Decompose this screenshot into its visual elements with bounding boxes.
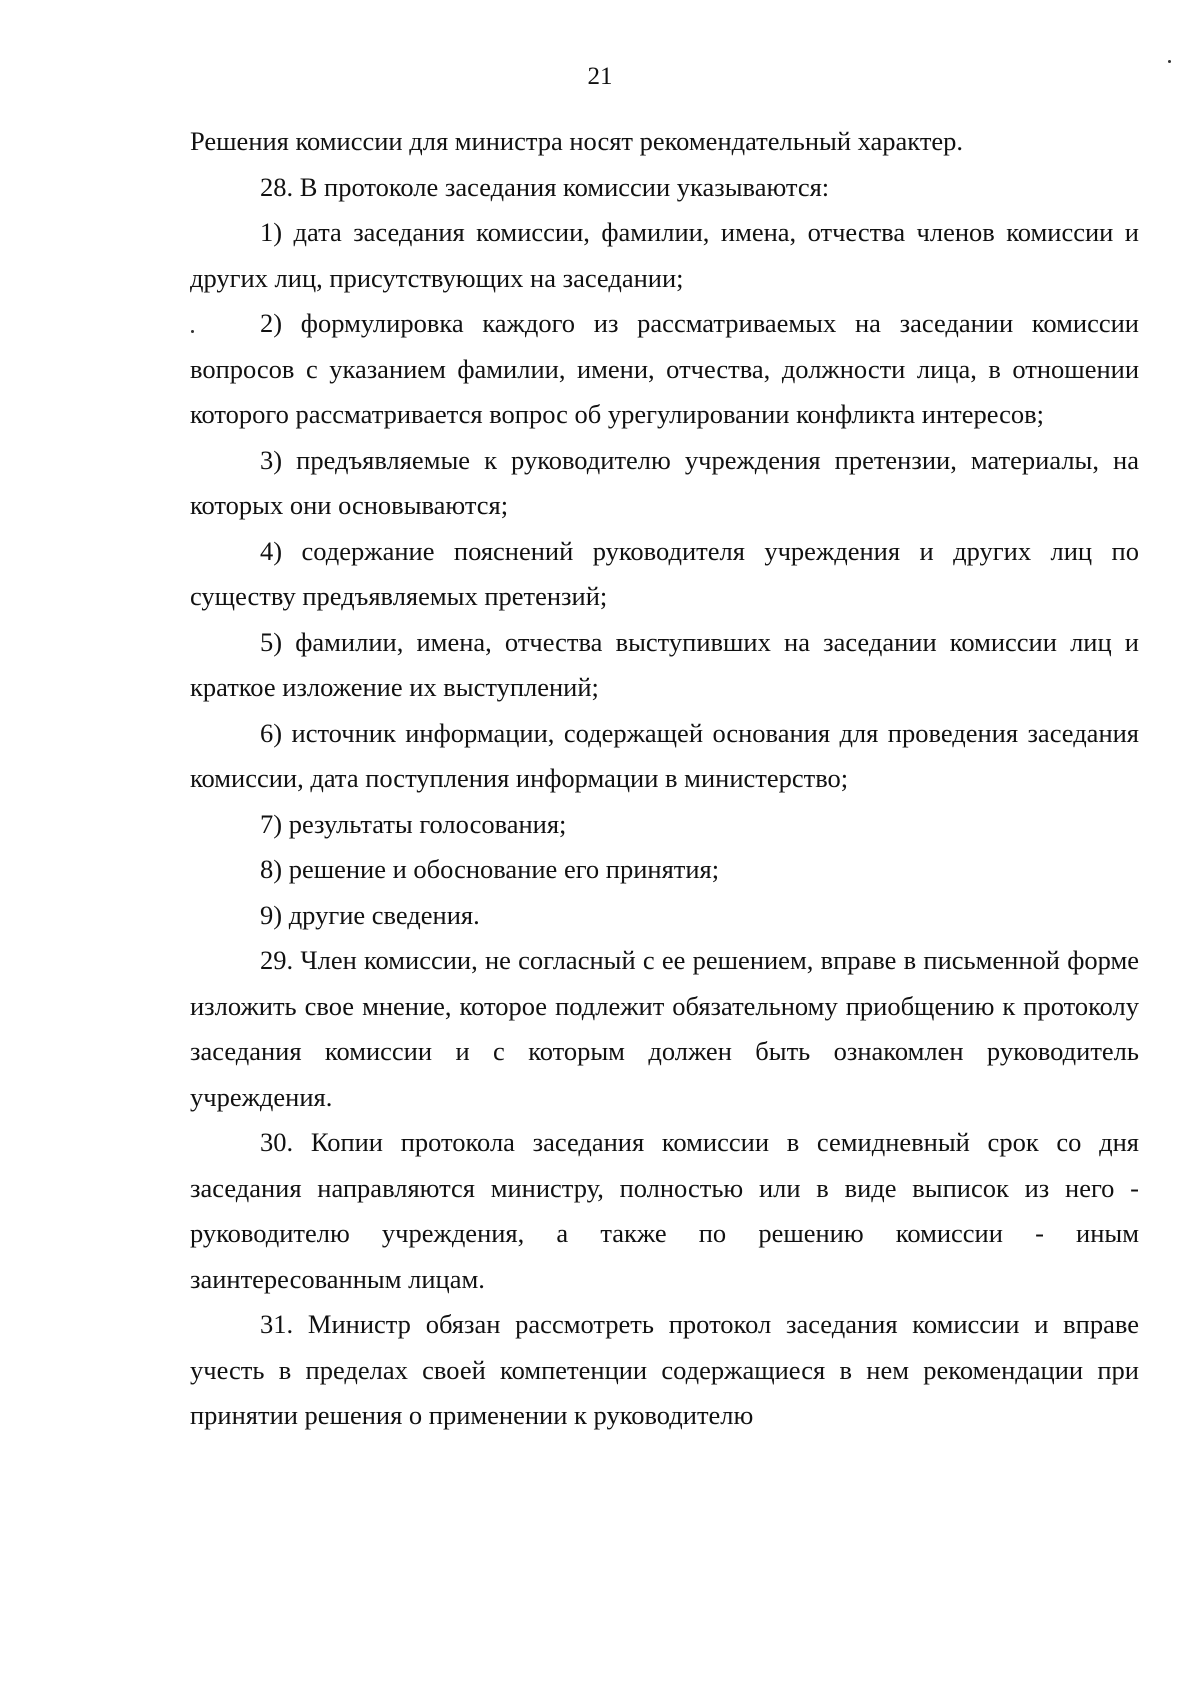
scan-speck bbox=[1168, 60, 1171, 63]
list-item-1: 1) дата заседания комиссии, фамилии, имена, отчества членов комиссии и других лиц, присутствующих на заседании; bbox=[190, 217, 1139, 293]
list-item-4: 4) содержание пояснений руководителя учреждения и других лиц по существу предъявляемых претензий; bbox=[190, 535, 1139, 611]
page-number: 21 bbox=[587, 63, 613, 90]
paragraph-clause-29: 29. Член комиссии, не согласный с ее решением, вправе в письменной форме изложить свое мнение, которое подлежит обязательному приобщению к протоколу заседания комиссии и с которым должен быть ознакомлен руководитель учреждения. bbox=[190, 945, 1139, 1112]
list-item-2: 2) формулировка каждого из рассматриваемых на заседании комиссии вопросов с указанием фамилии, имени, отчества, должности лица, в отношении которого рассматривается вопрос об урегулировании конфликта интересов; bbox=[190, 308, 1139, 429]
list-item-7: 7) результаты голосования; bbox=[260, 808, 567, 839]
paragraph-clause-31: 31. Министр обязан рассмотреть протокол заседания комиссии и вправе учесть в пределах своей компетенции содержащиеся в нем рекомендации при принятии решения о применении к руководителю bbox=[190, 1309, 1139, 1430]
list-item-8: 8) решение и обоснование его принятия; bbox=[260, 854, 720, 884]
list-item-3: 3) предъявляемые к руководителю учреждения претензии, материалы, на которых они основываются; bbox=[190, 444, 1139, 520]
paragraph-continuation: Решения комиссии для министра носят рекомендательный характер. bbox=[190, 126, 964, 156]
paragraph-clause-28: 28. В протоколе заседания комиссии указываются: bbox=[260, 171, 830, 202]
paragraph-clause-30: 30. Копии протокола заседания комиссии в семидневный срок со дня заседания направляются министру, полностью или в виде выписок из него - руководителю учреждения, а также по решению комиссии - иным заинтересованным лицам. bbox=[190, 1127, 1139, 1294]
document-body bbox=[190, 119, 1139, 1439]
list-item-6: 6) источник информации, содержащей основания для проведения заседания комиссии, дата поступления информации в министерство; bbox=[190, 717, 1139, 793]
list-item-9: 9) другие сведения. bbox=[260, 899, 480, 930]
list-item-5: 5) фамилии, имена, отчества выступивших на заседании комиссии лиц и краткое изложение их выступлений; bbox=[190, 626, 1139, 702]
